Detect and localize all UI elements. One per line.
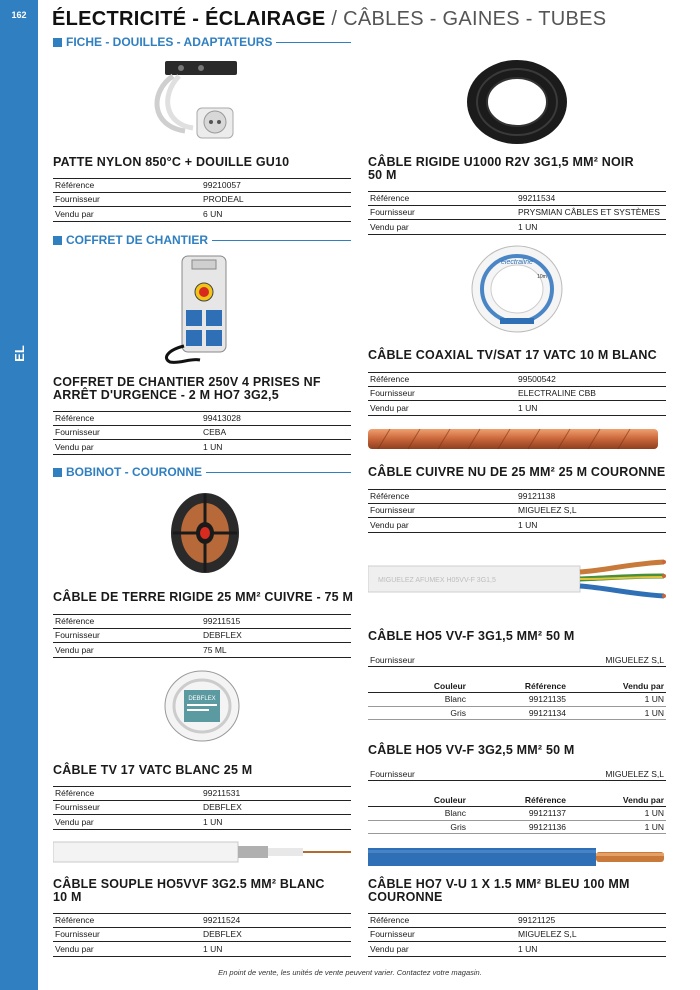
product-title-line1: CÂBLE SOUPLE HO5VVF 3G2.5 MM² BLANC [53, 877, 325, 891]
unit-label: Vendu par [55, 816, 94, 827]
table-row [53, 643, 351, 658]
lamp-holder-image [145, 56, 255, 152]
table-row [368, 504, 666, 519]
table-row [53, 801, 351, 816]
section-fiche [53, 34, 351, 50]
coax-brand-text: electraline [501, 259, 533, 266]
ref-label: Référence [370, 491, 410, 502]
spec-table-patte [53, 178, 351, 222]
unit-value: 6 UN [203, 208, 223, 219]
col-vendu: Vendu par [622, 794, 664, 805]
product-title: CÂBLE TV 17 VATC BLANC 25 M [53, 763, 253, 777]
ref-cell: 99121136 [528, 821, 566, 832]
table-row [53, 942, 351, 957]
copper-cable-image [368, 424, 666, 454]
table-row [53, 786, 351, 801]
supplier-label: Fournisseur [55, 630, 100, 641]
product-title-line2: 10 M [53, 890, 82, 904]
unit-label: Vendu par [370, 519, 409, 530]
ref-value: 99413028 [203, 413, 241, 424]
white-cable-image [53, 838, 351, 866]
product-title: CÂBLE DE TERRE RIGIDE 25 MM² CUIVRE - 75 M [53, 590, 354, 604]
table-row [53, 928, 351, 943]
black-cable-coil-image [465, 58, 569, 146]
unit-cell: 1 UN [644, 694, 664, 705]
ref-value: 99121125 [518, 915, 556, 926]
product-title: CÂBLE COAXIAL TV/SAT 17 VATC 10 M BLANC [368, 348, 657, 362]
ref-value: 99210057 [203, 180, 241, 191]
unit-value: 1 UN [203, 441, 223, 452]
unit-label: Vendu par [55, 943, 94, 954]
supplier-value: DEBFLEX [203, 929, 242, 940]
product-title: CÂBLE HO5 VV-F 3G2,5 MM² 50 M [368, 743, 575, 757]
supplier-value: ELECTRALINE CBB [518, 388, 596, 399]
unit-value: 1 UN [518, 221, 538, 232]
ref-value: 99121138 [518, 491, 556, 502]
product-title [368, 156, 634, 182]
ref-value: 99211515 [203, 616, 241, 627]
table-row [368, 372, 666, 387]
table-row [368, 489, 666, 504]
page-header [52, 8, 606, 31]
table-row [368, 518, 666, 533]
ref-value: 99211534 [518, 193, 556, 204]
spec-table-ho7 [368, 913, 666, 957]
ref-cell: 99121135 [528, 694, 566, 705]
col-reference: Référence [524, 794, 566, 805]
coaxial-coil-image [470, 244, 564, 334]
header-title: ÉLECTRICITÉ - ÉCLAIRAGE [52, 8, 326, 30]
supplier-value: MIGUELEZ S,L [518, 929, 577, 940]
table-row [53, 913, 351, 928]
square-icon [53, 38, 62, 47]
product-title-line2: 50 M [368, 168, 397, 182]
product-title-line1: COFFRET DE CHANTIER 250V 4 PRISES NF [53, 375, 321, 389]
unit-label: Vendu par [370, 402, 409, 413]
table-row [368, 387, 666, 402]
spec-table-tv17 [53, 786, 351, 830]
tv-cable-coil-image [162, 668, 242, 744]
table-row [53, 178, 351, 193]
product-title: CÂBLE HO5 VV-F 3G1,5 MM² 50 M [368, 629, 575, 643]
supplier-label: Fournisseur [55, 194, 100, 205]
cable-print-text: MIGUELEZ AFUMEX H05VV-F 3G1,5 [378, 577, 496, 584]
unit-value: 75 ML [203, 644, 227, 655]
col-couleur: Couleur [433, 794, 466, 805]
table-row [53, 411, 351, 426]
col-couleur: Couleur [433, 680, 466, 691]
tv-label-text: DEBFLEX [188, 696, 216, 702]
section-tab-label: EL [11, 344, 27, 362]
supplier-label: Fournisseur [55, 427, 100, 438]
supplier-value: MIGUELEZ S,L [518, 505, 577, 516]
product-title [368, 878, 630, 904]
ref-label: Référence [55, 413, 95, 424]
table-row [368, 206, 666, 221]
spec-table-coffret [53, 411, 351, 455]
supplier-value: CEBA [203, 427, 227, 438]
table-row [53, 815, 351, 830]
product-title: CÂBLE CUIVRE NU DE 25 MM² 25 M COURONNE [368, 465, 666, 479]
unit-cell: 1 UN [644, 821, 664, 832]
table-row [368, 942, 666, 957]
product-title [53, 376, 321, 402]
blue-cable-image [368, 846, 666, 868]
section-coffret-label: COFFRET DE CHANTIER [66, 233, 208, 247]
ref-label: Référence [55, 788, 95, 799]
table-row [368, 807, 666, 821]
ref-label: Référence [370, 915, 410, 926]
ref-value: 99211531 [203, 788, 241, 799]
product-title [53, 878, 325, 904]
ref-cell: 99121137 [528, 808, 566, 819]
supplier-label: Fournisseur [55, 929, 100, 940]
unit-value: 1 UN [203, 816, 223, 827]
section-bobinot-label: BOBINOT - COURONNE [66, 465, 202, 479]
supplier-label: Fournisseur [370, 505, 415, 516]
color-cell: Gris [450, 821, 466, 832]
ref-label: Référence [55, 915, 95, 926]
spec-table-souple [53, 913, 351, 957]
table-row [53, 614, 351, 629]
supplier-label: Fournisseur [370, 929, 415, 940]
site-box-image [160, 254, 240, 366]
cable-reel-image [165, 488, 245, 578]
supplier-label: Fournisseur [370, 654, 415, 665]
product-title-line1: CÂBLE HO7 V-U 1 X 1.5 MM² BLEU 100 MM [368, 877, 630, 891]
col-vendu: Vendu par [622, 680, 664, 691]
supplier-value: PRODEAL [203, 194, 244, 205]
ref-value: 99500542 [518, 374, 556, 385]
supplier-value: MIGUELEZ S,L [605, 768, 664, 779]
unit-label: Vendu par [55, 644, 94, 655]
supplier-row [368, 653, 666, 667]
supplier-value: MIGUELEZ S,L [605, 654, 664, 665]
table-row [368, 401, 666, 416]
table-row [53, 440, 351, 455]
table-row [368, 220, 666, 235]
divider [276, 42, 351, 43]
unit-value: 1 UN [518, 943, 538, 954]
supplier-label: Fournisseur [370, 207, 415, 218]
unit-label: Vendu par [55, 208, 94, 219]
color-cell: Blanc [444, 694, 466, 705]
divider [212, 240, 351, 241]
footer-note: En point de vente, les unités de vente peuvent varier. Contactez votre magasin. [218, 968, 482, 977]
spec-table-coax [368, 372, 666, 416]
spec-table-terre [53, 614, 351, 658]
table-row [53, 426, 351, 441]
supplier-label: Fournisseur [370, 388, 415, 399]
unit-value: 1 UN [203, 943, 223, 954]
table-row [368, 707, 666, 721]
square-icon [53, 236, 62, 245]
product-title-line2: ARRÊT D'URGENCE - 2 M HO7 3G2,5 [53, 388, 279, 402]
unit-cell: 1 UN [644, 808, 664, 819]
spec-table-cuivre [368, 489, 666, 533]
section-tab [0, 330, 38, 376]
color-cell: Gris [450, 707, 466, 718]
ref-cell: 99121134 [528, 707, 566, 718]
table-row [368, 821, 666, 835]
divider [206, 472, 351, 473]
unit-value: 1 UN [518, 402, 538, 413]
supplier-label: Fournisseur [55, 802, 100, 813]
supplier-label: Fournisseur [370, 768, 415, 779]
ref-label: Référence [55, 180, 95, 191]
table-header [368, 679, 666, 693]
table-header [368, 793, 666, 807]
supplier-row [368, 767, 666, 781]
page-number: 162 [11, 10, 27, 20]
unit-cell: 1 UN [644, 707, 664, 718]
ref-label: Référence [370, 193, 410, 204]
table-row [368, 693, 666, 707]
unit-label: Vendu par [370, 221, 409, 232]
product-title-line2: COURONNE [368, 890, 443, 904]
ref-label: Référence [55, 616, 95, 627]
supplier-value: PRYSMIAN CÂBLES ET SYSTÈMES [518, 207, 660, 218]
header-subtitle: / CÂBLES - GAINES - TUBES [325, 8, 607, 30]
table-row [368, 913, 666, 928]
col-reference: Référence [524, 680, 566, 691]
square-icon [53, 468, 62, 477]
table-row [53, 629, 351, 644]
table-row [53, 207, 351, 222]
supplier-value: DEBFLEX [203, 802, 242, 813]
unit-label: Vendu par [370, 943, 409, 954]
color-cell: Blanc [444, 808, 466, 819]
variant-table-ho5-15 [368, 653, 666, 720]
spec-table-rigide [368, 191, 666, 235]
variant-table-ho5-25 [368, 767, 666, 834]
product-title: PATTE NYLON 850°C + DOUILLE GU10 [53, 155, 290, 169]
unit-label: Vendu par [55, 441, 94, 452]
unit-value: 1 UN [518, 519, 538, 530]
product-title-line1: CÂBLE RIGIDE U1000 R2V 3G1,5 MM² NOIR [368, 155, 634, 169]
section-fiche-label: FICHE - DOUILLES - ADAPTATEURS [66, 35, 273, 49]
ref-label: Référence [370, 374, 410, 385]
ref-value: 99211524 [203, 915, 241, 926]
table-row [53, 193, 351, 208]
ho5-cable-image [368, 556, 666, 602]
side-bar [0, 0, 38, 990]
table-row [368, 191, 666, 206]
table-row [368, 928, 666, 943]
section-bobinot [53, 464, 351, 480]
section-coffret [53, 232, 351, 248]
coax-length-text: 10m [537, 274, 547, 280]
supplier-value: DEBFLEX [203, 630, 242, 641]
